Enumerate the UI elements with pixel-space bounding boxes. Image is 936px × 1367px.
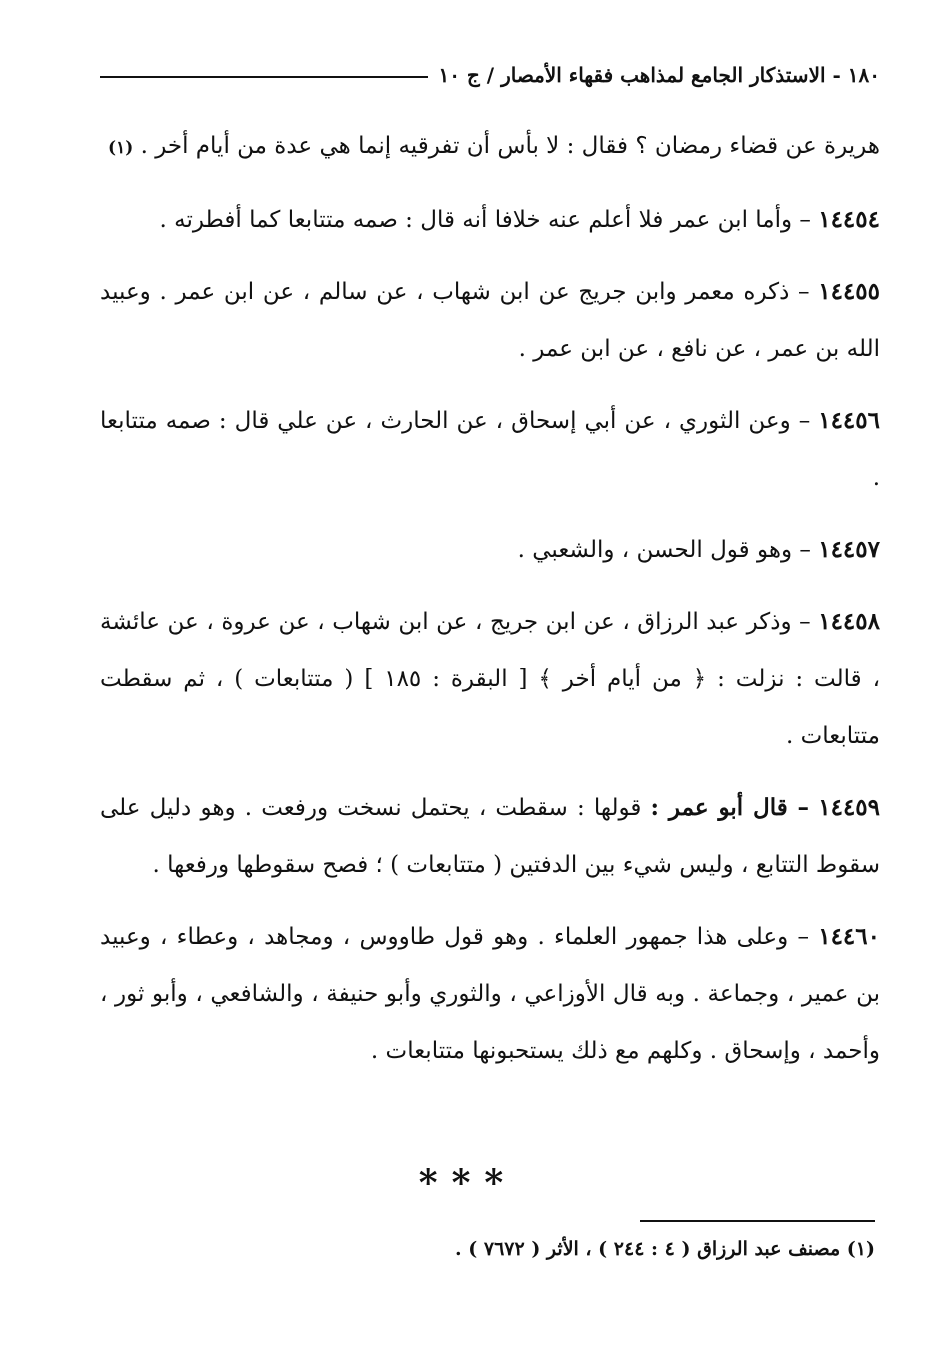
footnote-rule: [640, 1220, 875, 1222]
paragraph-number: ١٤٤٥٨: [818, 608, 880, 635]
paragraph-number: ١٤٤٥٧: [818, 536, 880, 563]
paragraph-number: ١٤٤٦٠: [818, 923, 880, 950]
header-rule: [100, 76, 428, 78]
paragraph-14459: [100, 779, 880, 894]
paragraph-text: – وذكر عبد الرزاق ، عن ابن جريج ، عن ابن شهاب ، عن عروة ، عن عائشة ، قالت : نزلت : ﴿ من أيام أخر ﴾ [ البقرة : ١٨٥ ] ( متتابعات ) ، ثم سقطت متتابعات .: [100, 609, 880, 749]
paragraph-number: ١٤٤٥٤: [818, 206, 880, 233]
paragraph-lead: – قال أبو عمر :: [650, 794, 810, 821]
paragraph-14460: [100, 908, 880, 1080]
running-header: [100, 58, 880, 92]
paragraph-14458: [100, 593, 880, 765]
paragraph-text: – وعن الثوري ، عن أبي إسحاق ، عن الحارث ، عن علي قال : صمه متتابعا .: [100, 408, 880, 491]
paragraph-continuation: [100, 118, 880, 177]
paragraph-text: – ذكره معمر وابن جريج عن ابن شهاب ، عن سالم ، عن ابن عمر . وعبيد الله بن عمر ، عن نافع ، عن ابن عمر .: [100, 279, 880, 362]
paragraph-14457: [100, 521, 880, 579]
running-title: ١٨٠ - الاستذكار الجامع لمذاهب فقهاء الأمصار / ج ١٠: [438, 63, 880, 87]
footnote: (١) مصنف عبد الرزاق ( ٤ : ٢٤٤ ) ، الأثر ( ٧٦٧٢ ) .: [455, 1238, 875, 1260]
section-separator: ***: [418, 1162, 518, 1204]
footnote-reference: (١): [108, 138, 134, 158]
paragraph-14456: [100, 392, 880, 507]
page-body: [100, 118, 880, 1094]
paragraph-14454: [100, 191, 880, 249]
paragraph-number: ١٤٤٥٥: [818, 278, 881, 305]
paragraph-text: هريرة عن قضاء رمضان ؟ فقال : لا بأس أن تفرقيه إنما هي عدة من أيام أخر .: [140, 133, 880, 159]
paragraph-text: قولها : سقطت ، يحتمل نسخت ورفعت . وهو دليل على سقوط التتابع ، وليس شيء بين الدفتين ( متتابعات ) ؛ فصح سقوطها ورفعها .: [100, 795, 880, 878]
paragraph-number: ١٤٤٥٦: [818, 407, 880, 434]
paragraph-number: ١٤٤٥٩: [818, 794, 881, 821]
paragraph-text: – وعلى هذا جمهور العلماء . وهو قول طاووس ، ومجاهد ، وعطاء ، وعبيد بن عمير ، وجماعة . وبه قال الأوزاعي ، والثوري وأبو حنيفة ، والشافعي ، وأبو ثور ، وأحمد ، وإسحاق . وكلهم مع ذلك يستحبونها متتابعات .: [100, 924, 880, 1064]
paragraph-text: – وأما ابن عمر فلا أعلم عنه خلافا أنه قال : صمه متتابعا كما أفطرته .: [159, 207, 811, 233]
paragraph-text: – وهو قول الحسن ، والشعبي .: [517, 537, 811, 563]
paragraph-14455: [100, 263, 880, 378]
